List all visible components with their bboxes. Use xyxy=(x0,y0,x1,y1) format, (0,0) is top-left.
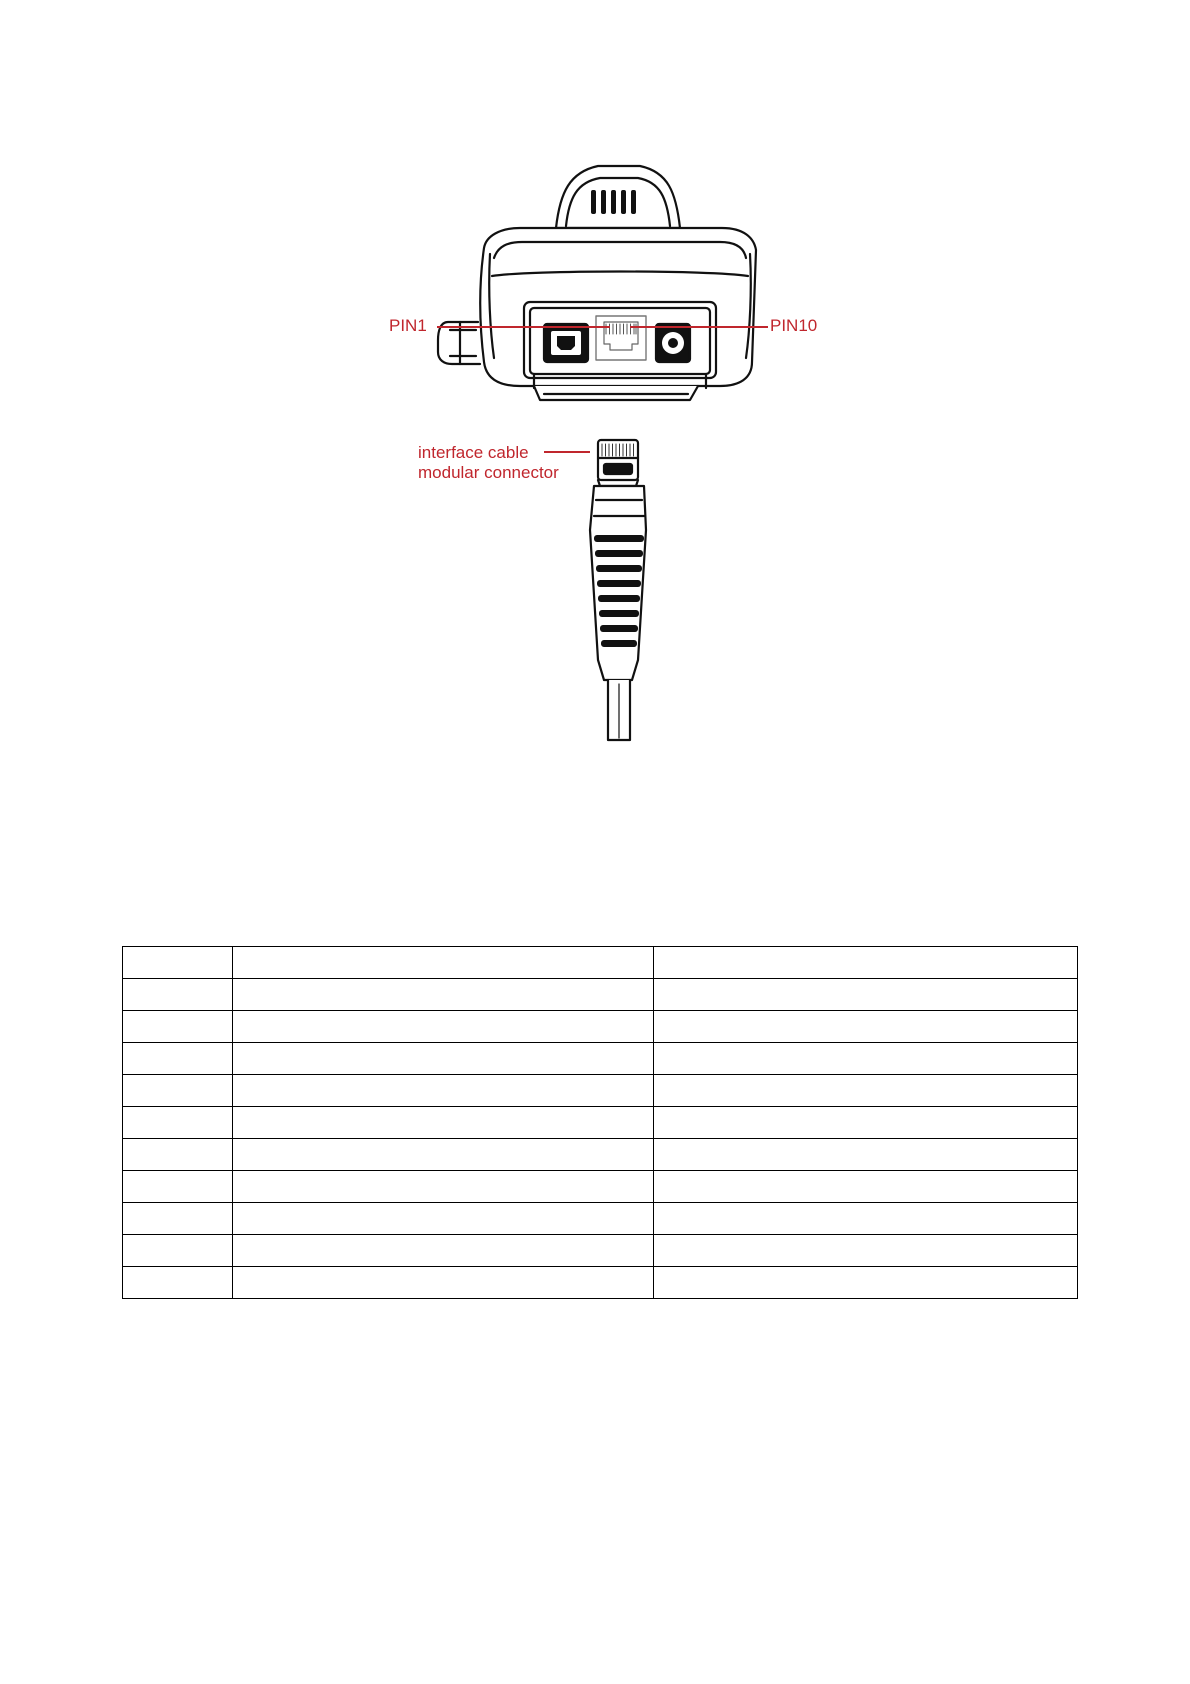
table-row xyxy=(123,1203,1078,1235)
table-row xyxy=(123,947,1078,979)
power-jack-port xyxy=(656,324,690,362)
table-cell xyxy=(654,1107,1078,1139)
table-cell xyxy=(123,1075,233,1107)
table-cell xyxy=(654,1043,1078,1075)
table-cell xyxy=(233,1267,654,1299)
table-cell xyxy=(654,979,1078,1011)
pin-assignment-table xyxy=(122,946,1078,1299)
table-cell xyxy=(123,979,233,1011)
table-cell xyxy=(123,947,233,979)
table-cell xyxy=(654,1171,1078,1203)
table-cell xyxy=(654,947,1078,979)
table-cell xyxy=(233,1139,654,1171)
cradle-connector-illustration xyxy=(0,0,1190,760)
table-row xyxy=(123,1075,1078,1107)
table-row xyxy=(123,1011,1078,1043)
table-cell xyxy=(123,1107,233,1139)
table-row xyxy=(123,1043,1078,1075)
table-row xyxy=(123,1139,1078,1171)
table-row xyxy=(123,1171,1078,1203)
table-row xyxy=(123,979,1078,1011)
table-cell xyxy=(233,1107,654,1139)
table-cell xyxy=(123,1235,233,1267)
table-cell xyxy=(233,1075,654,1107)
table-cell xyxy=(233,979,654,1011)
table-cell xyxy=(654,1075,1078,1107)
table-cell xyxy=(123,1203,233,1235)
table-cell xyxy=(123,1139,233,1171)
table-row xyxy=(123,1235,1078,1267)
table-cell xyxy=(123,1171,233,1203)
cradle-handle xyxy=(556,166,680,228)
table-row xyxy=(123,1267,1078,1299)
table-cell xyxy=(123,1011,233,1043)
table-cell xyxy=(233,1203,654,1235)
table-row xyxy=(123,1107,1078,1139)
cable-label-line1: interface cable xyxy=(418,443,529,462)
table-cell xyxy=(233,1235,654,1267)
table-cell xyxy=(233,1171,654,1203)
pin1-label: PIN1 xyxy=(389,316,427,335)
table-cell xyxy=(654,1203,1078,1235)
cable-label-line2: modular connector xyxy=(418,463,559,482)
table-cell xyxy=(233,1043,654,1075)
pin10-label: PIN10 xyxy=(770,316,818,335)
table-cell xyxy=(654,1235,1078,1267)
side-clip xyxy=(438,322,480,364)
table-cell xyxy=(123,1267,233,1299)
table-cell xyxy=(123,1043,233,1075)
table-cell xyxy=(233,1011,654,1043)
cable-plug xyxy=(590,440,646,740)
table-cell xyxy=(233,947,654,979)
table-cell xyxy=(654,1267,1078,1299)
table-cell xyxy=(654,1011,1078,1043)
modular-jack-port xyxy=(596,316,646,360)
table-cell xyxy=(654,1139,1078,1171)
usb-b-port xyxy=(544,324,588,362)
cradle-body xyxy=(480,228,756,400)
